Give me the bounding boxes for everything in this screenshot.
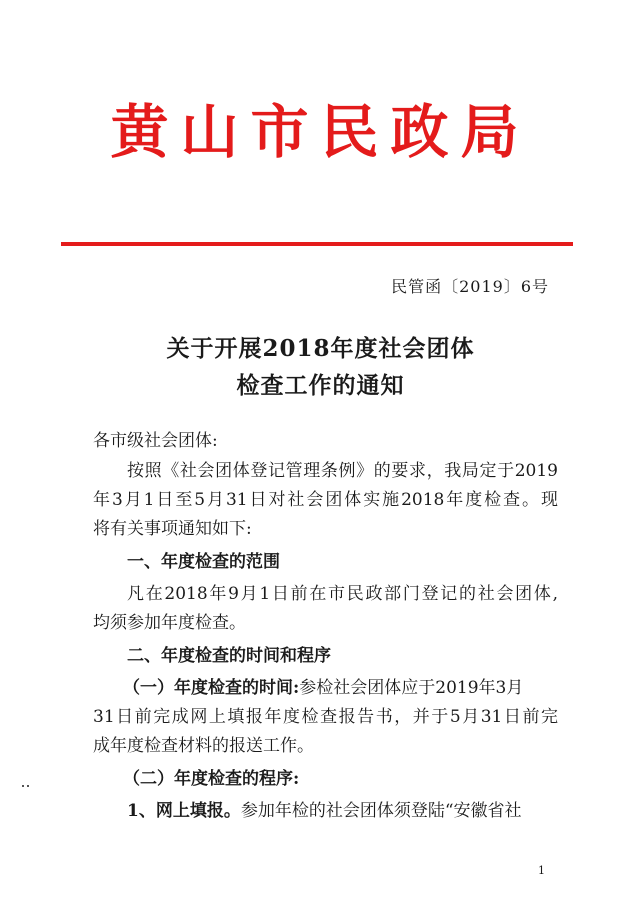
step-1-label: 1、网上填报。	[127, 801, 241, 821]
page-number: 1	[538, 864, 545, 877]
subsection-2-heading: （二）年度检查的程序:	[123, 769, 300, 789]
subsection-1-line	[123, 679, 558, 698]
notice-title-line-1: 关于开展2018年度社会团体	[166, 335, 475, 362]
paragraph-2-line-2: 均须参加年度检查。	[93, 613, 246, 633]
scan-speck-marks	[22, 785, 30, 787]
section-heading-2: 二、年度检查的时间和程序	[127, 646, 331, 666]
document-number: 民管函〔2019〕6号	[391, 277, 549, 296]
step-1-line	[127, 802, 558, 821]
paragraph-3-line-2: 31日前完成网上填报年度检查报告书，并于5月31日前完	[93, 707, 558, 727]
red-divider-line	[61, 242, 573, 246]
salutation: 各市级社会团体:	[93, 431, 218, 451]
subsection-1-label: （一）年度检查的时间:	[123, 678, 300, 698]
paragraph-2-line-1: 凡在2018年9月1日前在市民政部门登记的社会团体,	[127, 584, 558, 604]
paragraph-1-line-2: 年3月1日至5月31日对社会团体实施2018年度检查。现	[93, 490, 558, 510]
subsection-1-text: 参检社会团体应于2019年3月	[299, 678, 524, 698]
agency-letterhead: 黄山市民政局	[110, 98, 531, 166]
step-1-text: 参加年检的社会团体须登陆“安徽省社	[240, 801, 522, 821]
notice-title-line-2: 检查工作的通知	[236, 372, 405, 399]
paragraph-3-line-3: 成年度检查材料的报送工作。	[93, 736, 314, 756]
paragraph-1-line-3: 将有关事项通知如下:	[93, 519, 252, 539]
paragraph-1-line-1: 按照《社会团体登记管理条例》的要求，我局定于2019	[127, 461, 558, 481]
section-heading-1: 一、年度检查的范围	[127, 552, 280, 572]
